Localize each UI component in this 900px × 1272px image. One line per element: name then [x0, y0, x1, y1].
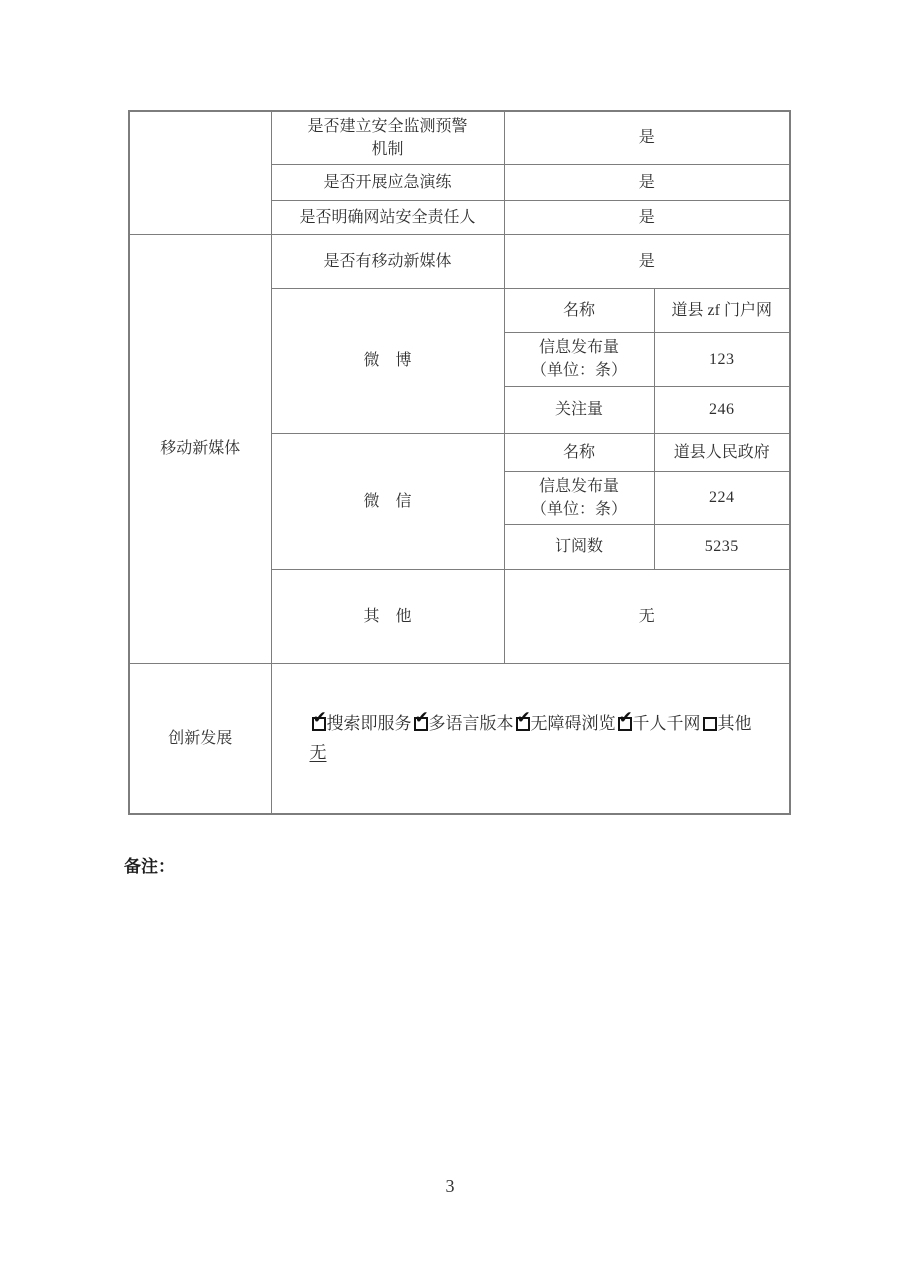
question-line: 是否有移动新媒体: [323, 252, 452, 270]
innovation-options: [276, 709, 786, 767]
stat-key-line: 名称: [562, 443, 595, 461]
stat-key-cell: [504, 288, 654, 332]
stat-key-line: 信息发布量: [538, 339, 619, 356]
innovation-other-value: 无: [309, 743, 327, 763]
checkbox-unchecked-icon[interactable]: [703, 717, 717, 731]
question-line: 是否建立安全监测预警: [307, 117, 468, 135]
checkbox-option[interactable]: [514, 708, 616, 734]
checkbox-option[interactable]: [412, 708, 514, 734]
stat-value-cell: 224: [654, 471, 790, 524]
check-mark: ✔: [414, 708, 429, 729]
answer-cell: 是: [504, 164, 790, 200]
checkbox-label: 搜索即服务: [326, 714, 412, 734]
stat-key-cell: [504, 433, 654, 471]
checkbox-option[interactable]: [310, 708, 412, 734]
stat-key-cell: [504, 524, 654, 569]
check-mark: ✔: [312, 708, 327, 729]
checkbox-label: 千人千网: [632, 714, 701, 734]
stat-key-line: （单位：条）: [530, 500, 627, 518]
stat-key-line: （单位：条）: [530, 362, 627, 379]
innovation-cell: [271, 663, 790, 814]
table-row: [129, 111, 790, 164]
question-line: 是否开展应急演练: [323, 173, 452, 191]
security-question-cell: [271, 200, 504, 234]
answer-cell: 是: [504, 111, 790, 164]
stat-value-cell: 道县 zf 门户网: [654, 288, 790, 332]
stat-value-cell: 123: [654, 332, 790, 386]
answer-cell: 是: [504, 200, 790, 234]
stat-value-cell: 246: [654, 386, 790, 433]
stat-key-line: 信息发布量: [538, 477, 619, 495]
stat-key-line: 名称: [562, 301, 595, 319]
section-label-cell-blank: [129, 111, 271, 234]
stat-key-cell: [504, 471, 654, 524]
page-number: 3: [445, 1176, 455, 1196]
check-mark: ✔: [618, 708, 633, 729]
checkbox-label: 无障碍浏览: [530, 714, 616, 734]
platform-name-cell-weibo: 微 博: [271, 288, 504, 433]
checkbox-checked-icon[interactable]: [618, 708, 633, 731]
notes-label: 备注：: [124, 857, 175, 876]
platform-name-cell-wechat: 微 信: [271, 433, 504, 569]
section-label-cell-mobile: 移动新媒体: [129, 234, 271, 663]
stat-key-line: 关注量: [554, 401, 603, 418]
checkbox-option[interactable]: [616, 708, 701, 734]
stat-key-cell: [504, 386, 654, 433]
table-row: [129, 663, 790, 814]
other-media-value-cell: 无: [504, 569, 790, 663]
stat-key-line: 订阅数: [554, 538, 603, 555]
checkbox-checked-icon[interactable]: [516, 708, 531, 731]
report-table: [128, 110, 791, 815]
stat-value-cell: 5235: [654, 524, 790, 569]
stat-value-cell: 道县人民政府: [654, 433, 790, 471]
security-question-cell: [271, 111, 504, 164]
checkbox-checked-icon[interactable]: [312, 708, 327, 731]
security-question-cell: [271, 164, 504, 200]
question-line: 机制: [371, 140, 404, 158]
section-label-cell-innovation: 创新发展: [129, 663, 271, 814]
question-line: 是否明确网站安全责任人: [299, 208, 476, 226]
checkbox-checked-icon[interactable]: [414, 708, 429, 731]
checkbox-label: 其他: [717, 714, 752, 734]
checkbox-label: 多语言版本: [428, 714, 514, 734]
check-mark: ✔: [516, 708, 531, 729]
security-question-cell: [271, 234, 504, 288]
stat-key-cell: [504, 332, 654, 386]
checkbox-option[interactable]: [701, 714, 752, 733]
answer-cell: 是: [504, 234, 790, 288]
other-media-label-cell: 其 他: [271, 569, 504, 663]
table-row: [129, 234, 790, 288]
